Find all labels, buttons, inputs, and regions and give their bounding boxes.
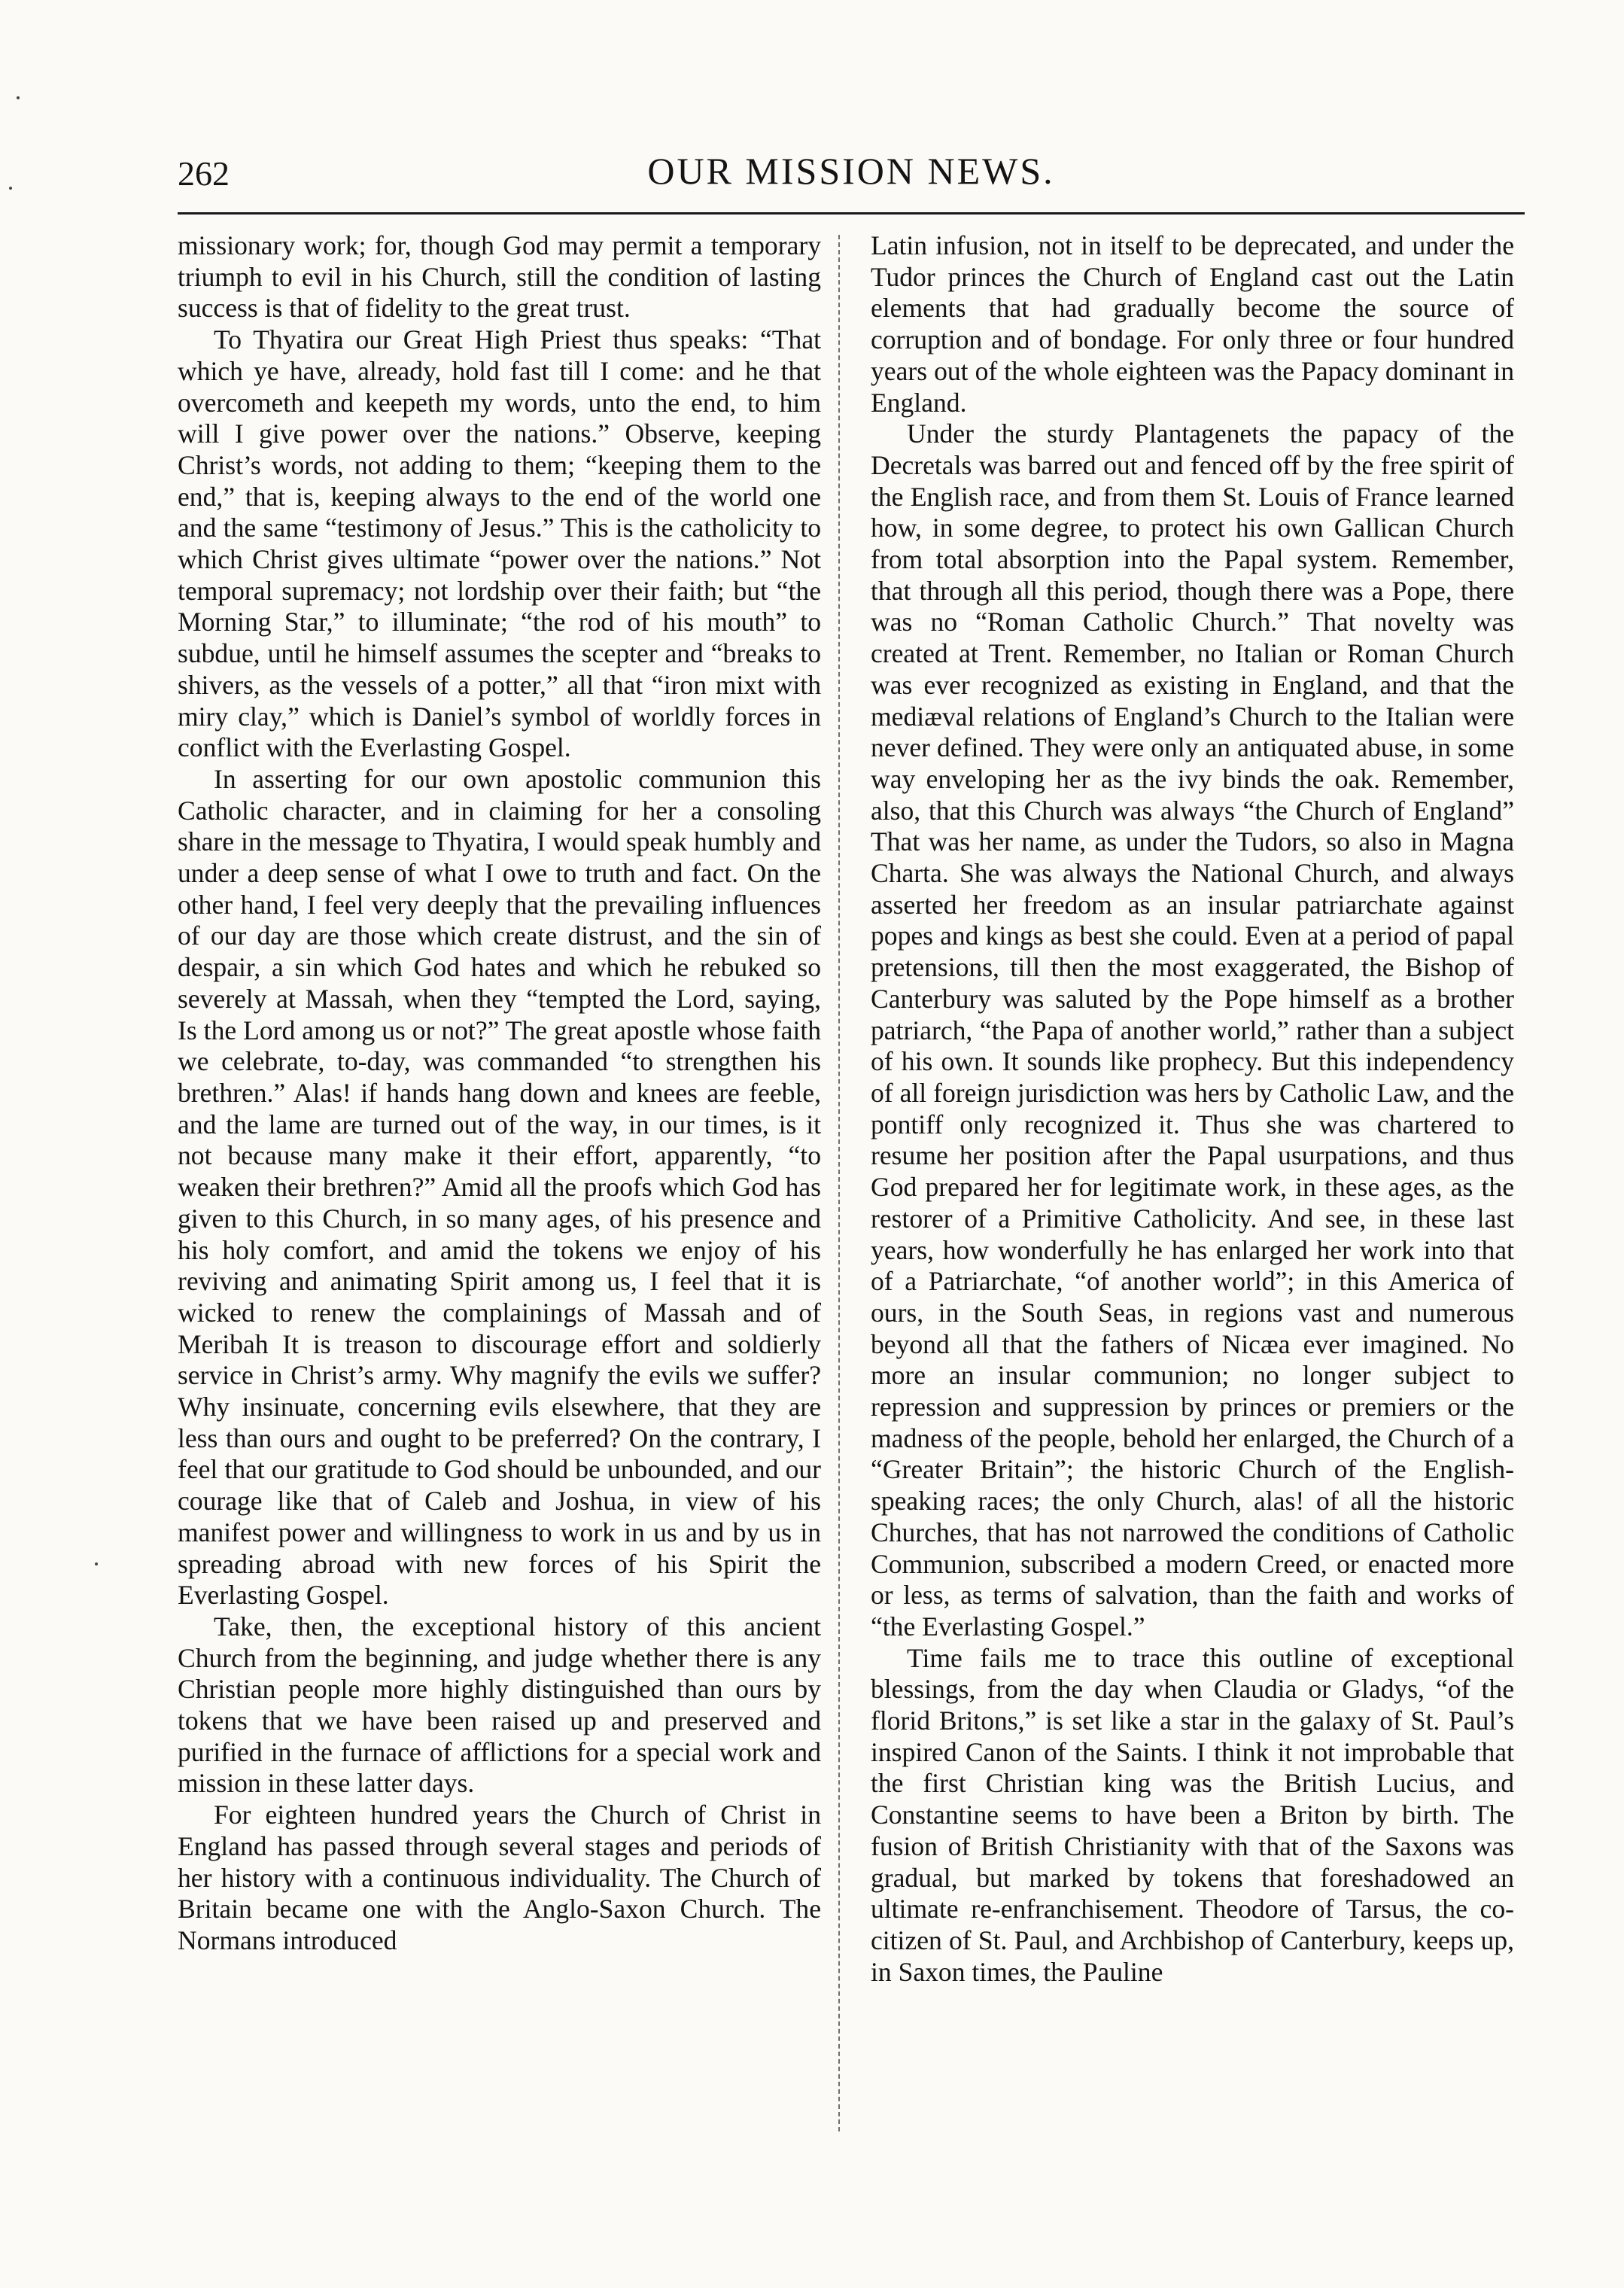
header-rule: [178, 212, 1525, 214]
right-column: [871, 230, 1514, 1988]
paragraph: missionary work; for, though God may permit a temporary triumph to evil in his Church, still the condition of lasting success is that of fidelity to the great trust.: [178, 230, 821, 324]
paragraph: Under the sturdy Plantagenets the papacy of the Decretals was barred out and fenced off by the free spirit of the English race, and from them St. Louis of France learned how, in some degree, to protect his own Gallican Church from total absorption into the Papal system. Remember, that through all this period, though there was a Pope, there was no “Roman Catholic Church.” That novelty was created at Trent. Remember, no Italian or Roman Church was ever recognized as existing in England, and that the mediæval relations of England’s Church to the Italian were never defined. They were only an antiquated abuse, in some way enveloping her as the ivy binds the oak. Remember, also, that this Church was always “the Church of England” That was her name, as under the Tudors, so also in Magna Charta. She was always the National Church, and always asserted her freedom as an insular patriarchate against popes and kings as best she could. Even at a period of papal pretensions, till then the most exaggerated, the Bishop of Canterbury was saluted by the Pope himself as a brother patriarch, “the Papa of another world,” rather than a subject of his own. It sounds like prophecy. But this independency of all foreign jurisdiction was hers by Catholic Law, and the pontiff only recognized it. Thus she was chartered to resume her position after the Papal usurpations, and thus God prepared her for legitimate work, in these ages, as the restorer of a Primitive Catholicity. And see, in these last years, how wonderfully he has enlarged her work into that of a Patriarchate, “of another world”; in this America of ours, in the South Seas, in regions vast and numerous beyond all that the fathers of Nicæa ever imagined. No more an insular communion; no longer subject to repression and suppression by princes or premiers or the madness of the people, behold her enlarged, the Church of a “Greater Britain”; the historic Church of the English-speaking races; the only Church, alas! of all the historic Churches, that has not narrowed the conditions of Catholic Communion, subscribed a modern Creed, or enacted more or less, as terms of salvation, than the faith and works of “the Everlasting Gospel.”: [871, 418, 1514, 1641]
left-column: [178, 230, 821, 1957]
scan-speck: [95, 1562, 98, 1565]
scan-speck: [9, 187, 12, 190]
journal-title: OUR MISSION NEWS.: [647, 150, 1055, 192]
paragraph: To Thyatira our Great High Priest thus speaks: “That which ye have, already, hold fast till I come: and he that overcometh and keepeth my words, unto the end, to him will I give power over the nations.” Observe, keeping Christ’s words, not adding to them; “keeping them to the end,” that is, keeping always to the end of the world one and the same “testimony of Jesus.” This is the catholicity to which Christ gives ultimate “power over the nations.” Not temporal supremacy; not lordship over their faith; but “the Morning Star,” to illuminate; “the rod of his mouth” to subdue, until he himself assumes the scepter and “breaks to shivers, as the vessels of a potter,” all that “iron mixt with miry clay,” which is Daniel’s symbol of worldly forces in conflict with the Everlasting Gospel.: [178, 324, 821, 763]
running-head: [178, 149, 1525, 199]
page-number: 262: [178, 154, 230, 193]
scan-speck: [17, 96, 20, 99]
paragraph: Latin infusion, not in itself to be deprecated, and under the Tudor princes the Church of England cast out the Latin elements that had gradually become the source of corruption and of bondage. For only three or four hundred years out of the whole eighteen was the Papacy dominant in England.: [871, 230, 1514, 418]
paragraph: In asserting for our own apostolic communion this Catholic character, and in claiming for her a consoling share in the message to Thyatira, I would speak humbly and under a deep sense of what I owe to truth and fact. On the other hand, I feel very deeply that the prevailing influences of our day are those which create distrust, and the sin of despair, a sin which God hates and which he rebuked so severely at Massah, when they “tempted the Lord, saying, Is the Lord among us or not?” The great apostle whose faith we celebrate, to-day, was commanded “to strengthen his brethren.” Alas! if hands hang down and knees are feeble, and the lame are turned out of the way, in our times, is it not because many make it their effort, apparently, “to weaken their brethren?” Amid all the proofs which God has given to this Church, in so many ages, of his presence and his holy comfort, and amid the tokens we enjoy of his reviving and animating Spirit among us, I feel that it is wicked to renew the complainings of Massah and of Meribah It is treason to discourage effort and soldierly service in Christ’s army. Why magnify the evils we suffer? Why insinuate, concerning evils elsewhere, that they are less than ours and ought to be preferred? On the contrary, I feel that our gratitude to God should be unbounded, and our courage like that of Caleb and Joshua, in view of his manifest power and willingness to work in us and by us in spreading abroad with new forces of his Spirit the Everlasting Gospel.: [178, 763, 821, 1611]
paragraph: For eighteen hundred years the Church of Christ in England has passed through several stages and periods of her history with a continuous individuality. The Church of Britain became one with the Anglo-Saxon Church. The Normans introduced: [178, 1800, 821, 1955]
paragraph: Take, then, the exceptional history of this ancient Church from the beginning, and judge whether there is any Christian people more highly distinguished than ours by tokens that we have been raised up and preserved and purified in the furnace of afflictions for a special work and mission in these latter days.: [178, 1611, 821, 1799]
column-divider: [838, 235, 840, 2131]
paragraph: Time fails me to trace this outline of exceptional blessings, from the day when Claudia or Gladys, “of the florid Britons,” is set like a star in the galaxy of St. Paul’s inspired Canon of the Saints. I think it not improbable that the first Christian king was the British Lucius, and Constantine seems to have been a Briton by birth. The fusion of British Christianity with that of the Saxons was gradual, but marked by tokens that foreshadowed an ultimate re-enfranchisement. Theodore of Tarsus, the co-citizen of St. Paul, and Archbishop of Canterbury, keeps up, in Saxon times, the Pauline: [871, 1642, 1514, 1987]
